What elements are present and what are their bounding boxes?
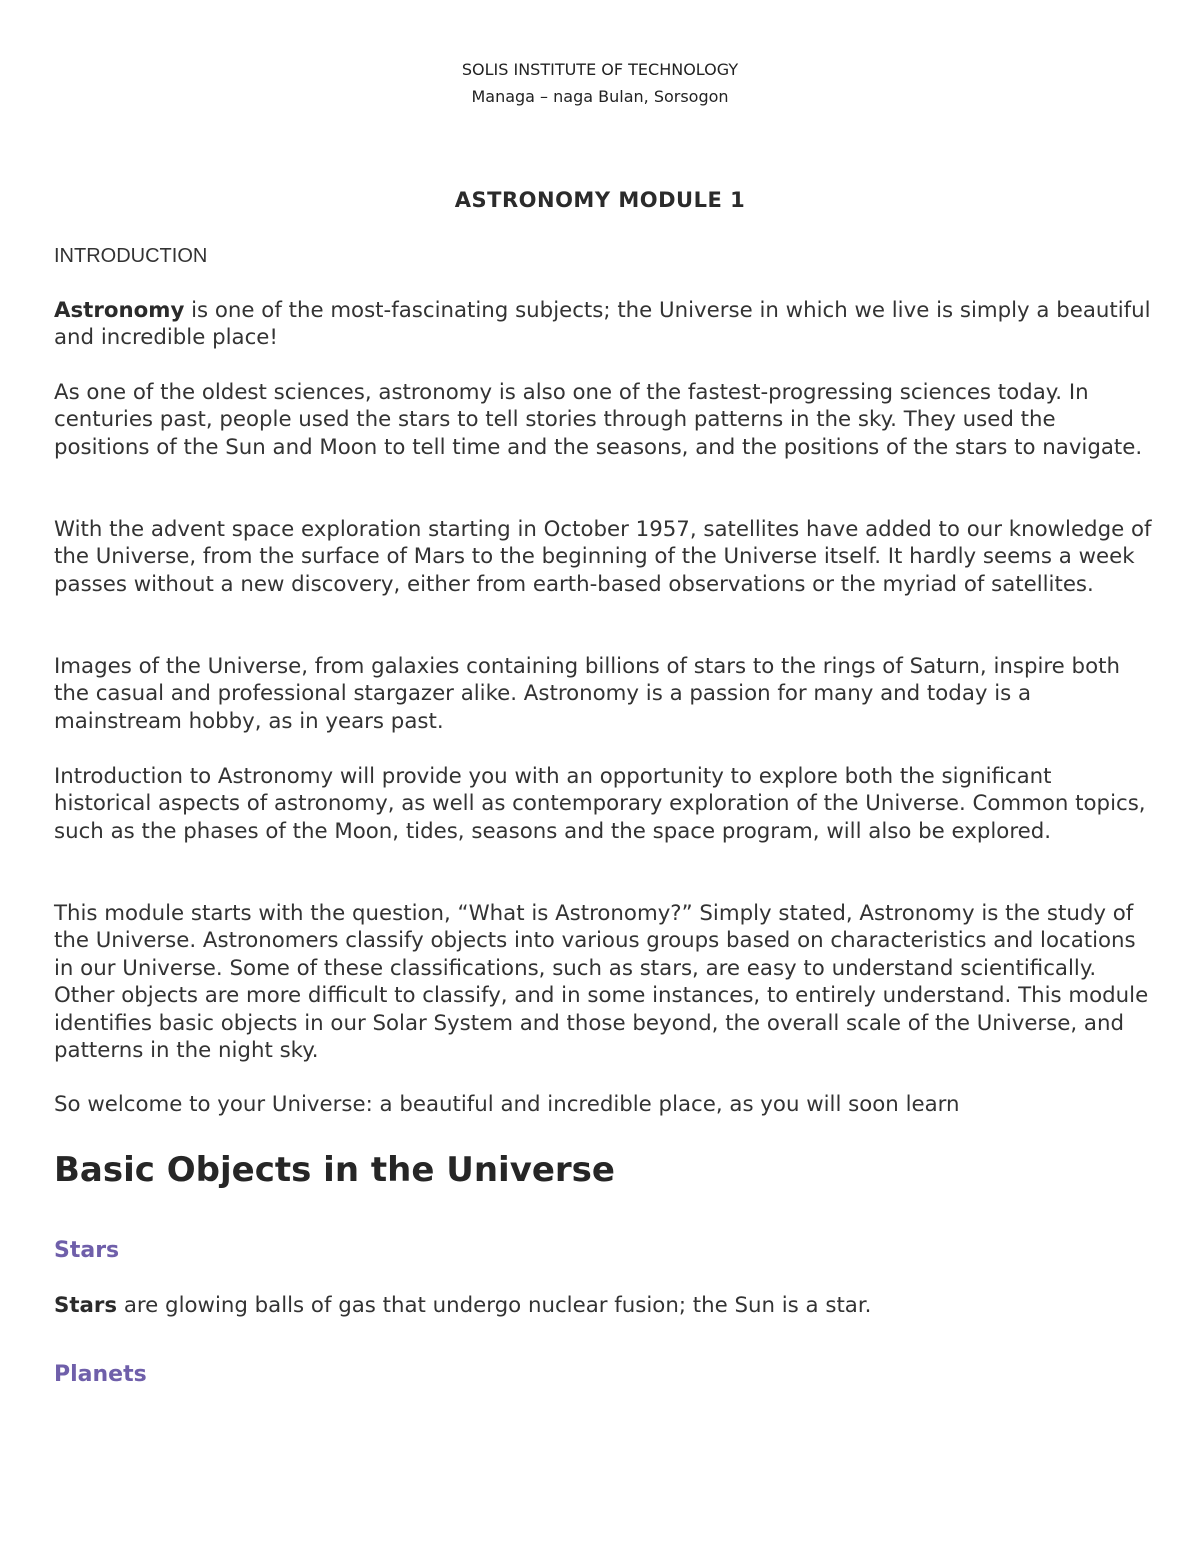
paragraph-text: is one of the most-fascinating subjects; the Universe in which we live is simply a beautiful and incredible place!: [54, 298, 1151, 351]
paragraph-oldest-sciences: As one of the oldest sciences, astronomy is also one of the fastest-progressing sciences today. In centuries past, people used the stars to tell stories through patterns in the sky. They used the positions of the Sun and Moon to tell time and the seasons, and the positions of the stars to navigate.: [54, 380, 1143, 460]
introduction-label: INTRODUCTION: [54, 245, 208, 267]
subheading-stars: Stars: [54, 1238, 120, 1263]
term-astronomy: Astronomy: [54, 298, 185, 323]
institution-address: Managa – naga Bulan, Sorsogon: [471, 87, 729, 106]
paragraph-images-universe: Images of the Universe, from galaxies containing billions of stars to the rings of Saturn, inspire both the casual and professional stargazer alike. Astronomy is a passion for many and today is a mainstream hobby, as in years past.: [54, 654, 1120, 734]
subheading-planets: Planets: [54, 1362, 147, 1387]
paragraph-astronomy-intro: [54, 297, 1154, 352]
paragraph-what-is-astronomy: This module starts with the question, “What is Astronomy?” Simply stated, Astronomy is the study of the Universe. Astronomers classify objects into various groups based on characteristics and locations in our Universe. Some of these classifications, such as stars, are easy to understand scientifically. Other objects are more difficult to classify, and in some instances, to entirely understand. This module identifies basic objects in our Solar System and those beyond, the overall scale of the Universe, and patterns in the night sky.: [54, 901, 1149, 1064]
paragraph-stars: [54, 1292, 1154, 1319]
paragraph-introduction-course: Introduction to Astronomy will provide you with an opportunity to explore both the significant historical aspects of astronomy, as well as contemporary exploration of the Universe. Common topics, such as the phases of the Moon, tides, seasons and the space program, will also be explored.: [54, 764, 1146, 844]
institution-header: [0, 56, 1200, 110]
section-heading-basic-objects: Basic Objects in the Universe: [54, 1150, 615, 1190]
paragraph-space-exploration: With the advent space exploration starting in October 1957, satellites have added to our knowledge of the Universe, from the surface of Mars to the beginning of the Universe itself. It hardly seems a week passes without a new discovery, either from earth-based observations or the myriad of satellites.: [54, 517, 1152, 597]
term-stars: Stars: [54, 1293, 118, 1318]
paragraph-welcome: So welcome to your Universe: a beautiful and incredible place, as you will soon learn: [54, 1092, 960, 1117]
institution-name: SOLIS INSTITUTE OF TECHNOLOGY: [461, 60, 739, 79]
paragraph-text: are glowing balls of gas that undergo nuclear fusion; the Sun is a star.: [117, 1293, 872, 1318]
module-title: ASTRONOMY MODULE 1: [454, 188, 746, 212]
